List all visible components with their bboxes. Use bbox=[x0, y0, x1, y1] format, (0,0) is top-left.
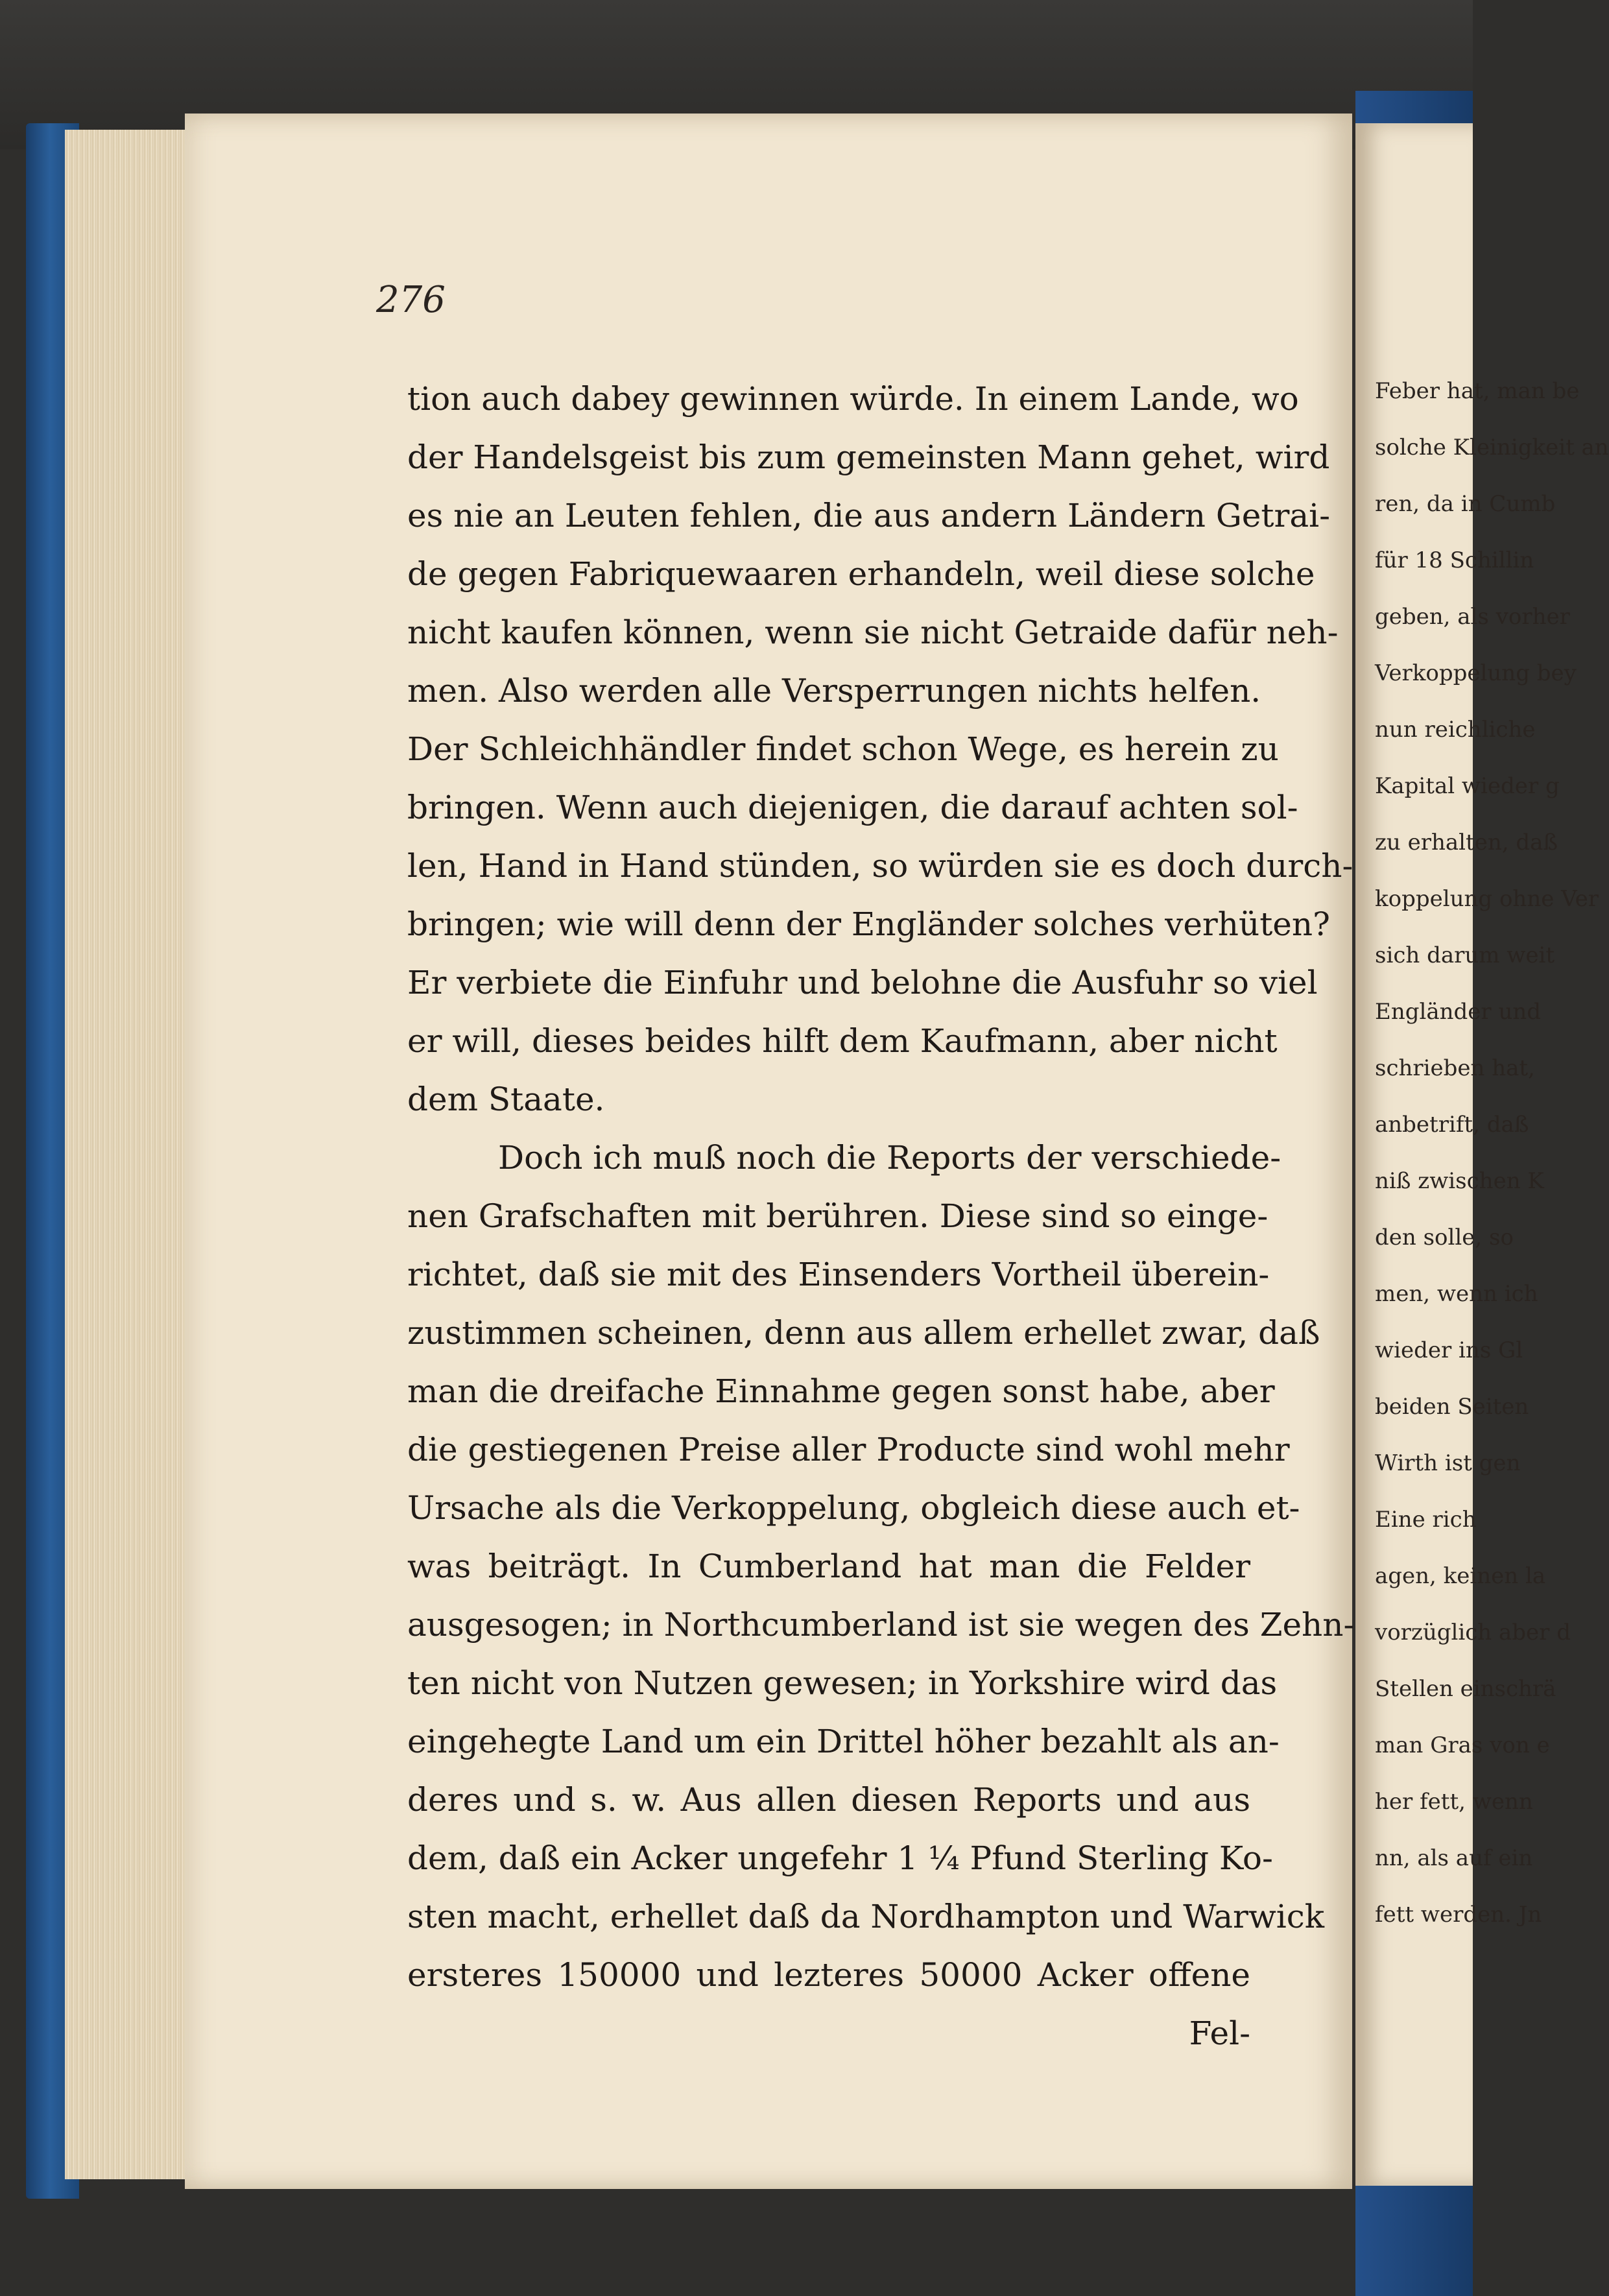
text-line: ersteres 150000 und lezteres 50000 Acker offene bbox=[407, 1956, 1250, 1994]
facing-page-line: nun reichliche bbox=[1375, 717, 1536, 743]
facing-page-line: her fett, wenn bbox=[1375, 1789, 1533, 1815]
text-line: es nie an Leuten fehlen, die aus andern Ländern Getrai- bbox=[407, 497, 1331, 534]
facing-page-line: men, wenn ich bbox=[1375, 1281, 1538, 1307]
facing-page-line: Feber hat, man be bbox=[1375, 378, 1580, 404]
text-line: man die dreifache Einnahme gegen sonst habe, aber bbox=[407, 1372, 1275, 1410]
facing-page-line: anbetrift, daß bbox=[1375, 1112, 1529, 1138]
text-line: len, Hand in Hand stünden, so würden sie es doch durch- bbox=[407, 847, 1353, 885]
text-line: was beiträgt. In Cumberland hat man die Felder bbox=[407, 1548, 1250, 1585]
facing-page-line: für 18 Schillin bbox=[1375, 547, 1534, 573]
text-line: Der Schleichhändler findet schon Wege, es herein zu bbox=[407, 730, 1279, 768]
text-line: der Handelsgeist bis zum gemeinsten Mann gehet, wird bbox=[407, 438, 1330, 476]
facing-page-line: man Gras von e bbox=[1375, 1732, 1550, 1758]
text-line: bringen. Wenn auch diejenigen, die darauf achten sol- bbox=[407, 789, 1298, 826]
text-line: eingehegte Land um ein Drittel höher bezahlt als an- bbox=[407, 1723, 1280, 1760]
text-line: nen Grafschaften mit berühren. Diese sind so einge- bbox=[407, 1197, 1269, 1235]
catchword: Fel- bbox=[1189, 2015, 1250, 2052]
facing-page-line: sich darum weit bbox=[1375, 942, 1555, 968]
text-line: Ursache als die Verkoppelung, obgleich diese auch et- bbox=[407, 1489, 1300, 1527]
facing-page-line: schrieben hat, bbox=[1375, 1055, 1535, 1081]
text-line: sten macht, erhellet daß da Nordhampton und Warwick bbox=[407, 1898, 1325, 1935]
text-line: deres und s. w. Aus allen diesen Reports und aus bbox=[407, 1781, 1250, 1819]
facing-page-line: beiden Seiten bbox=[1375, 1394, 1529, 1420]
text-line: die gestiegenen Preise aller Producte sind wohl mehr bbox=[407, 1431, 1290, 1468]
facing-page-line: Kapital wieder g bbox=[1375, 773, 1560, 799]
text-line: dem, daß ein Acker ungefehr 1 ¼ Pfund Sterling Ko- bbox=[407, 1839, 1273, 1877]
text-line: zustimmen scheinen, denn aus allem erhellet zwar, daß bbox=[407, 1314, 1320, 1352]
facing-page-line: Stellen einschrä bbox=[1375, 1676, 1556, 1702]
facing-page-line: den solle, so bbox=[1375, 1225, 1514, 1250]
text-line: dem Staate. bbox=[407, 1081, 605, 1118]
facing-page-line: nn, als auf ein bbox=[1375, 1845, 1533, 1871]
facing-page-line: agen, keinen la bbox=[1375, 1563, 1546, 1589]
text-line: ten nicht von Nutzen gewesen; in Yorkshire wird das bbox=[407, 1664, 1278, 1702]
facing-page-line: geben, als vorher bbox=[1375, 604, 1570, 630]
text-line: tion auch dabey gewinnen würde. In einem Lande, wo bbox=[407, 380, 1299, 418]
facing-page-line: zu erhalten, daß bbox=[1375, 830, 1558, 855]
facing-page-line: ren, da in Cumb bbox=[1375, 491, 1556, 517]
facing-page-line: Verkoppelung bey bbox=[1375, 660, 1577, 686]
text-line: bringen; wie will denn der Engländer solches verhüten? bbox=[407, 905, 1330, 943]
facing-page-line: wieder ins Gl bbox=[1375, 1337, 1523, 1363]
page-number: 276 bbox=[376, 279, 446, 321]
facing-page bbox=[1355, 123, 1609, 2186]
facing-page-line: fett werden. Jn bbox=[1375, 1902, 1542, 1928]
facing-page-line: niß zwischen K bbox=[1375, 1168, 1544, 1194]
text-line: nicht kaufen können, wenn sie nicht Getraide dafür neh- bbox=[407, 614, 1339, 651]
text-line: de gegen Fabriquewaaren erhandeln, weil diese solche bbox=[407, 555, 1315, 593]
text-line: Er verbiete die Einfuhr und belohne die Ausfuhr so viel bbox=[407, 964, 1318, 1001]
text-line: ausgesogen; in Northcumberland ist sie wegen des Zehn- bbox=[407, 1606, 1355, 1644]
text-line: men. Also werden alle Versperrungen nichts helfen. bbox=[407, 672, 1261, 710]
facing-page-line: Wirth ist gen bbox=[1375, 1450, 1521, 1476]
facing-page-line: koppelung ohne Ver bbox=[1375, 886, 1599, 912]
facing-page-line: solche Kleinigkeit an bbox=[1375, 435, 1609, 460]
text-line: Doch ich muß noch die Reports der verschiede- bbox=[498, 1139, 1281, 1177]
page-edges bbox=[65, 130, 195, 2179]
facing-page-line: Engländer und bbox=[1375, 999, 1542, 1025]
text-line: richtet, daß sie mit des Einsenders Vortheil überein- bbox=[407, 1256, 1270, 1293]
facing-page-line: vorzüglich aber d bbox=[1375, 1620, 1571, 1645]
text-line: er will, dieses beides hilft dem Kaufmann, aber nicht bbox=[407, 1022, 1278, 1060]
facing-page-line: Eine rich bbox=[1375, 1507, 1477, 1533]
